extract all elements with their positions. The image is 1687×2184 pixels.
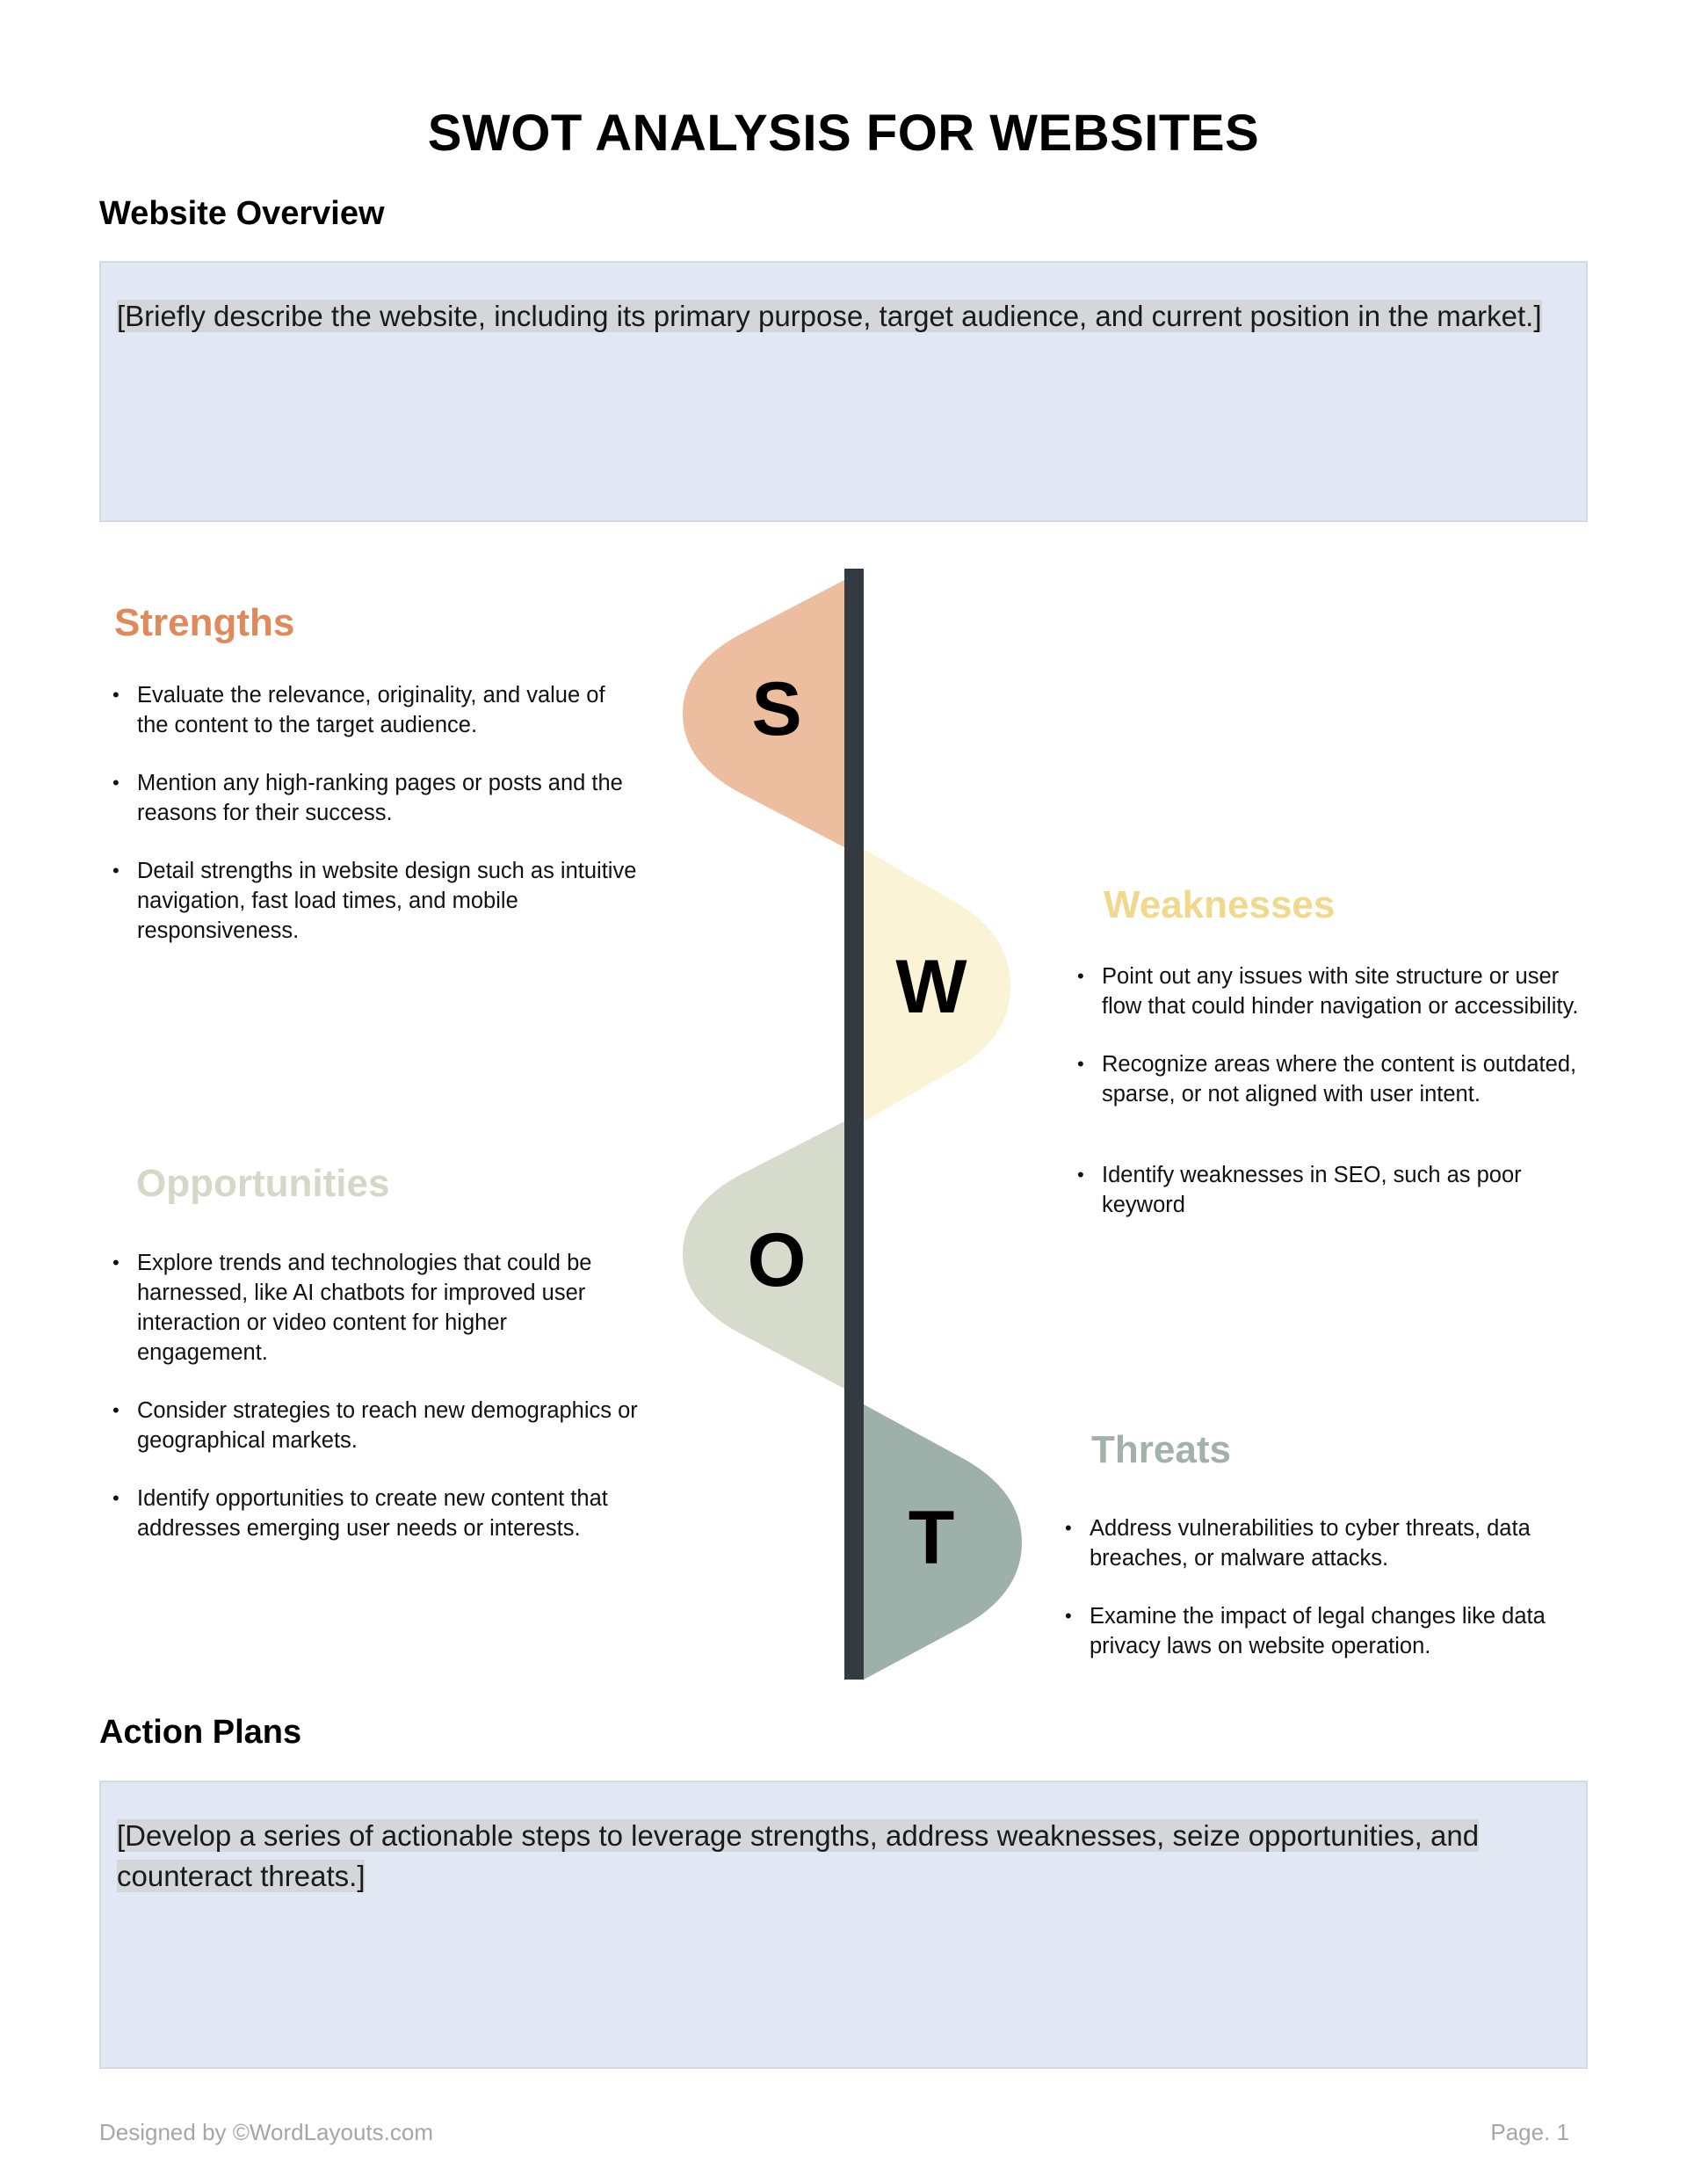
overview-heading: Website Overview xyxy=(99,195,385,232)
overview-placeholder[interactable]: [Briefly describe the website, including its primary purpose, target audience, and current position in the market.] xyxy=(117,300,1542,332)
list-item: • Address vulnerabilities to cyber threats, data breaches, or malware attacks. xyxy=(1065,1513,1575,1573)
weaknesses-letter: W xyxy=(895,945,967,1029)
list-item: • Explore trends and technologies that could be harnessed, like AI chatbots for improved user interaction or video content for higher engagement. xyxy=(112,1248,640,1368)
swot-spine xyxy=(844,569,864,1680)
threats-list xyxy=(1065,1513,1575,1661)
strengths-list xyxy=(112,680,640,946)
list-item: • Mention any high-ranking pages or posts and the reasons for their success. xyxy=(112,768,640,828)
action-plans-heading: Action Plans xyxy=(99,1714,302,1751)
action-plans-box[interactable] xyxy=(99,1781,1588,2069)
opportunities-title: Opportunities xyxy=(136,1162,390,1205)
page-number: Page. 1 xyxy=(1490,2119,1569,2145)
list-item: • Identify weaknesses in SEO, such as poor keyword xyxy=(1077,1160,1587,1220)
list-item: • Examine the impact of legal changes like data privacy laws on website operation. xyxy=(1065,1601,1575,1661)
threats-letter: T xyxy=(908,1496,955,1580)
strengths-letter: S xyxy=(751,667,802,751)
opportunities-list xyxy=(112,1248,640,1543)
opportunities-letter: O xyxy=(747,1218,807,1302)
list-item: • Recognize areas where the content is outdated, sparse, or not aligned with user intent. xyxy=(1077,1049,1587,1109)
overview-box[interactable] xyxy=(99,261,1588,522)
document-title: SWOT ANALYSIS FOR WEBSITES xyxy=(427,105,1260,162)
threats-title: Threats xyxy=(1091,1428,1231,1471)
weaknesses-list xyxy=(1077,961,1587,1220)
list-item: • Detail strengths in website design such as intuitive navigation, fast load times, and mobile responsiveness. xyxy=(112,856,640,946)
weaknesses-title: Weaknesses xyxy=(1104,883,1336,926)
list-item: • Evaluate the relevance, originality, and value of the content to the target audience. xyxy=(112,680,640,740)
list-item: • Consider strategies to reach new demographics or geographical markets. xyxy=(112,1396,640,1455)
action-plans-placeholder[interactable]: [Develop a series of actionable steps to leverage strengths, address weaknesses, seize opportunities, and counteract threats.] xyxy=(117,1819,1480,1892)
list-item: • Point out any issues with site structure or user flow that could hinder navigation or accessibility. xyxy=(1077,961,1587,1021)
strengths-title: Strengths xyxy=(114,601,295,644)
footer-credit: Designed by ©WordLayouts.com xyxy=(99,2119,433,2145)
list-item: • Identify opportunities to create new content that addresses emerging user needs or interests. xyxy=(112,1484,640,1543)
